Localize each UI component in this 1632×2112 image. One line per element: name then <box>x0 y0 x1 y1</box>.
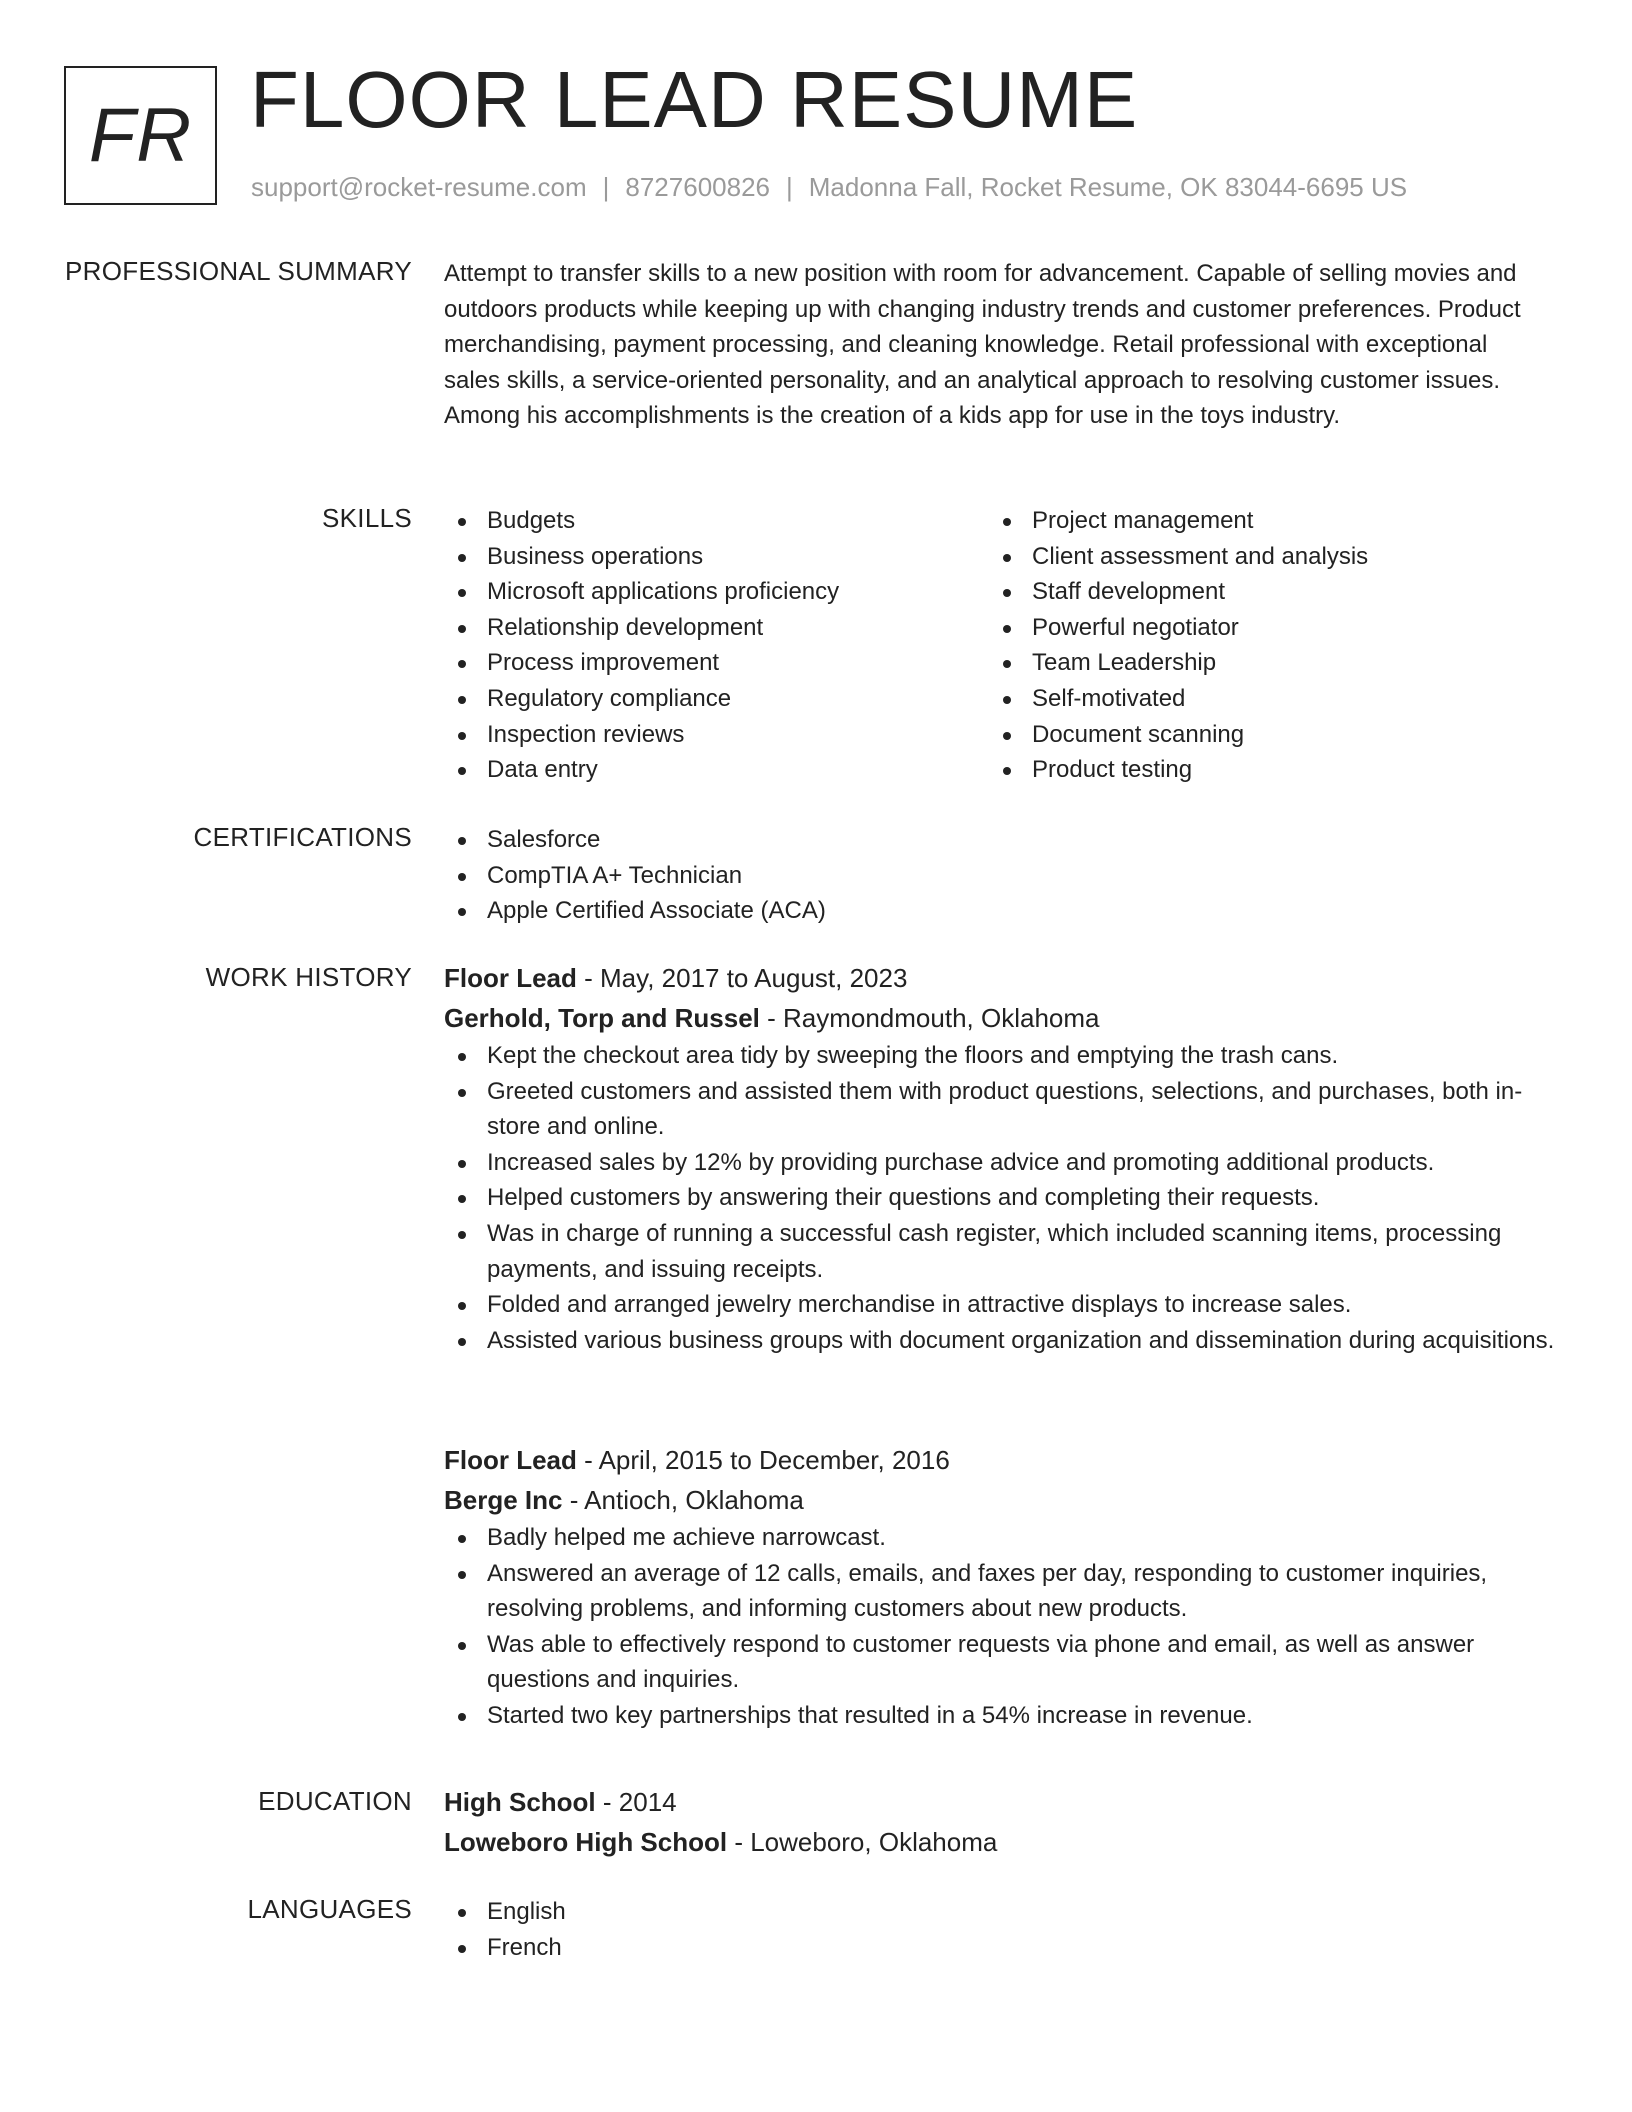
job-title-line <box>444 1440 1556 1480</box>
job-title: Floor Lead <box>444 1445 577 1475</box>
education-school: Loweboro High School <box>444 1827 728 1857</box>
section-label: PROFESSIONAL SUMMARY <box>65 256 412 286</box>
contact-phone: 8727600826 <box>625 172 770 202</box>
section-label: LANGUAGES <box>247 1894 412 1924</box>
job-duties-list <box>444 1520 1556 1734</box>
skill-item: Project management <box>989 503 1534 539</box>
skill-item: Document scanning <box>989 717 1534 753</box>
language-item: English <box>444 1894 1556 1930</box>
skills-columns <box>444 503 1556 788</box>
duty-item: Greeted customers and assisted them with product questions, selections, and purchases, both in-store and online. <box>444 1074 1556 1145</box>
section-label: WORK HISTORY <box>205 962 412 992</box>
contact-email: support@rocket-resume.com <box>251 172 587 202</box>
job-entry <box>444 958 1556 1358</box>
section-label: EDUCATION <box>258 1786 412 1816</box>
summary-text: Attempt to transfer skills to a new position with room for advancement. Capable of selling movies and outdoors products while keeping up with changing industry trends and customer preferences. Product merchandising, payment processing, and cleaning knowledge. Retail professional with exceptional sales skills, a service-oriented personality, and an analytical approach to resolving customer issues. Among his accomplishments is the creation of a kids app for use in the toys industry. <box>444 260 1521 430</box>
separator: | <box>602 172 610 202</box>
skill-item: Product testing <box>989 752 1534 788</box>
certifications-list <box>444 822 1556 929</box>
duty-item: Answered an average of 12 calls, emails, and faxes per day, responding to customer inquiries, resolving problems, and informing customers about new products. <box>444 1556 1556 1627</box>
job-location: - Raymondmouth, Oklahoma <box>759 1003 1100 1033</box>
skill-item: Inspection reviews <box>444 717 989 753</box>
duty-item: Assisted various business groups with document organization and dissemination during acquisitions. <box>444 1323 1556 1359</box>
job-dates: - May, 2017 to August, 2023 <box>576 963 908 993</box>
skill-item: Budgets <box>444 503 989 539</box>
job-company: Gerhold, Torp and Russel <box>444 1003 760 1033</box>
skills-list-left <box>444 503 989 788</box>
skill-item: Powerful negotiator <box>989 610 1534 646</box>
job-company-line <box>444 1480 1556 1520</box>
skill-item: Self-motivated <box>989 681 1534 717</box>
skill-item: Staff development <box>989 574 1534 610</box>
education-school-line <box>444 1822 1556 1862</box>
page-title: FLOOR LEAD RESUME <box>250 55 1139 144</box>
section-label: SKILLS <box>322 503 412 533</box>
duty-item: Folded and arranged jewelry merchandise in attractive displays to increase sales. <box>444 1287 1556 1323</box>
education-degree-line <box>444 1782 1556 1822</box>
contact-line <box>251 172 1407 203</box>
job-title: Floor Lead <box>444 963 577 993</box>
job-location: - Antioch, Oklahoma <box>562 1485 804 1515</box>
job-title-line <box>444 958 1556 998</box>
duty-item: Badly helped me achieve narrowcast. <box>444 1520 1556 1556</box>
skills-list-right <box>989 503 1534 788</box>
job-company-line <box>444 998 1556 1038</box>
language-item: French <box>444 1930 1556 1966</box>
duty-item: Kept the checkout area tidy by sweeping the floors and emptying the trash cans. <box>444 1038 1556 1074</box>
education-location: - Loweboro, Oklahoma <box>727 1827 998 1857</box>
skill-item: Business operations <box>444 539 989 575</box>
certification-item: Apple Certified Associate (ACA) <box>444 893 1556 929</box>
skill-item: Relationship development <box>444 610 989 646</box>
certification-item: CompTIA A+ Technician <box>444 858 1556 894</box>
education-degree: High School <box>444 1787 596 1817</box>
education-entry <box>444 1782 1556 1862</box>
skill-item: Data entry <box>444 752 989 788</box>
monogram-logo: FR <box>64 66 217 205</box>
education-year: - 2014 <box>595 1787 677 1817</box>
duty-item: Helped customers by answering their questions and completing their requests. <box>444 1180 1556 1216</box>
skill-item: Client assessment and analysis <box>989 539 1534 575</box>
job-entry <box>444 1440 1556 1734</box>
job-duties-list <box>444 1038 1556 1358</box>
separator: | <box>786 172 793 202</box>
skill-item: Team Leadership <box>989 645 1534 681</box>
skill-item: Regulatory compliance <box>444 681 989 717</box>
duty-item: Was in charge of running a successful cash register, which included scanning items, processing payments, and issuing receipts. <box>444 1216 1556 1287</box>
job-dates: - April, 2015 to December, 2016 <box>576 1445 950 1475</box>
job-company: Berge Inc <box>444 1485 563 1515</box>
duty-item: Was able to effectively respond to customer requests via phone and email, as well as answer questions and inquiries. <box>444 1627 1556 1698</box>
duty-item: Increased sales by 12% by providing purchase advice and promoting additional products. <box>444 1145 1556 1181</box>
section-label: CERTIFICATIONS <box>193 822 412 852</box>
skill-item: Process improvement <box>444 645 989 681</box>
skill-item: Microsoft applications proficiency <box>444 574 989 610</box>
duty-item: Started two key partnerships that resulted in a 54% increase in revenue. <box>444 1698 1556 1734</box>
certification-item: Salesforce <box>444 822 1556 858</box>
contact-address: Madonna Fall, Rocket Resume, OK 83044-6695 US <box>808 172 1408 202</box>
languages-list <box>444 1894 1556 1965</box>
